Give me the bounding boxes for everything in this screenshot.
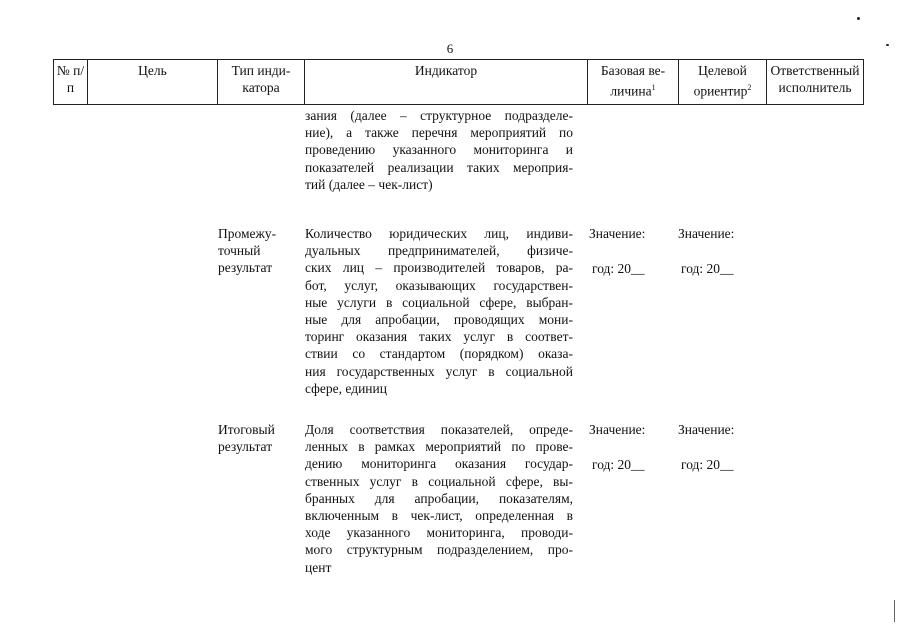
header-goal: Цель [88, 60, 218, 105]
scan-speck [886, 44, 889, 46]
base-value-intermediate: Значение: год: 20__ [589, 226, 646, 276]
target-intermediate: Значение: год: 20__ [678, 226, 735, 276]
page-number: 6 [446, 41, 454, 56]
header-indicator: Индикатор [305, 60, 588, 105]
scan-edge-mark [894, 600, 895, 622]
header-responsible: Ответственный исполнитель [767, 60, 864, 105]
continuation-text: зания (далее – структурное подразделе- ние), а также перечня мероприятий по проведению указанного мониторинга и показателей реализации таких мероприя- тий (далее – чек-лист) [305, 108, 573, 192]
indicator-type-intermediate: Промежу- точный результат [218, 226, 277, 276]
header-indicator-type: Тип инди-катора [218, 60, 305, 105]
base-value-final: Значение: год: 20__ [589, 422, 646, 472]
header-base-value: Базовая ве-личина$^1$ [588, 60, 679, 105]
scan-speck [857, 17, 860, 20]
footnote-2: 2 [747, 83, 752, 92]
indicator-type-final: Итоговый результат [218, 422, 275, 455]
header-target: Целевой ориентир$^2$ [679, 60, 767, 105]
target-final: Значение: год: 20__ [678, 422, 735, 472]
header-num: № п/п [54, 60, 88, 105]
table-header [53, 59, 864, 105]
footnote-1: 1 [651, 83, 656, 92]
indicator-text-final: Доля соответствия показателей, опреде- ленных в рамках мероприятий по прове- дению мониторинга оказания государ- ственных услуг в социальной сфере, вы- бранных для апробации, показателям, включенным в чек-лист, определенная в ходе указанного мониторинга, проводи- мого структурным подразделением, про- цент [305, 422, 573, 575]
indicator-text-intermediate: Количество юридических лиц, индиви- дуальных предпринимателей, физиче- ских лиц – производителей товаров, ра- бот, услуг, оказывающих государствен- ные услуги в социальной сфере, выбран- ные для апробации, проводящих мони- торинг оказания таких услуг в соответ- ствии со стандартом (порядком) оказа- ния государственных услуг в социальной сфере, единиц [305, 226, 573, 396]
